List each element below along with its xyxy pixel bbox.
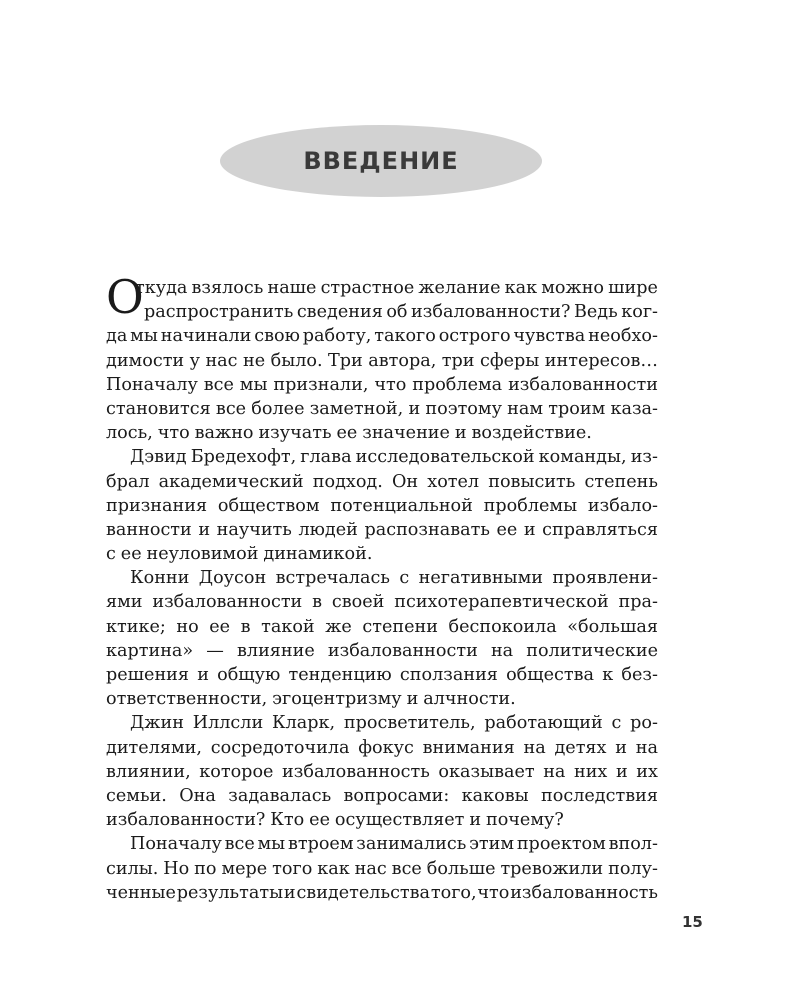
text-line: распространить сведения об избалованности? Ведь ког- [144,302,658,323]
text-line: димости у нас не было. Три автора, три сферы интересов… [106,350,658,371]
body-text [106,270,658,905]
text-line: ванности и научить людей распознавать ее и справляться [106,519,658,540]
chapter-title-badge [220,125,542,197]
text-line: признания обществом потенциальной проблемы избало- [106,495,658,516]
text-line: силы. Но по мере того как нас все больше тревожили полу- [106,858,658,879]
text-line: брал академический подход. Он хотел повысить степень [106,471,658,492]
text-line: ченные результаты и свидетельства того, что избалованность [106,882,658,903]
text-line: Конни Доусон встречалась с негативными проявлени- [130,568,658,589]
text-line: влиянии, которое избалованность оказывает на них и их [106,761,658,782]
text-line: Поначалу все мы втроем занимались этим проектом впол- [130,834,658,855]
text-line: картина» — влияние избалованности на политические [106,640,658,661]
text-line: лось, что важно изучать ее значение и воздействие. [106,423,592,444]
page-number: 15 [682,913,703,931]
text-line: решения и общую тенденцию сползания общества к без- [106,665,658,685]
text-line: избалованности? Кто ее осуществляет и почему? [106,810,564,831]
text-line: ктике; но ее в такой же степени беспокоила «большая [106,616,658,637]
text-line: Джин Иллсли Кларк, просветитель, работающий с ро- [130,713,658,734]
text-line: ями избалованности в своей психотерапевтической пра- [106,592,658,613]
text-line: становится все более заметной, и поэтому нам троим каза- [106,398,658,419]
text-line: ткуда взялось наше страстное желание как можно шире [135,278,658,298]
text-line: семьи. Она задавалась вопросами: каковы последствия [106,785,658,806]
text-line: ответственности, эгоцентризму и алчности. [106,689,516,710]
text-line: дителями, сосредоточила фокус внимания на детях и на [106,737,658,758]
text-line: Дэвид Бредехофт, глава исследовательской команды, из- [130,447,658,468]
text-line: с ее неуловимой динамикой. [106,544,373,565]
chapter-title: ВВЕДЕНИЕ [303,147,459,175]
drop-cap: О [106,270,144,324]
text-line: да мы начинали свою работу, такого острого чувства необхо- [106,326,658,347]
text-line: Поначалу все мы признали, что проблема избалованности [106,374,658,395]
